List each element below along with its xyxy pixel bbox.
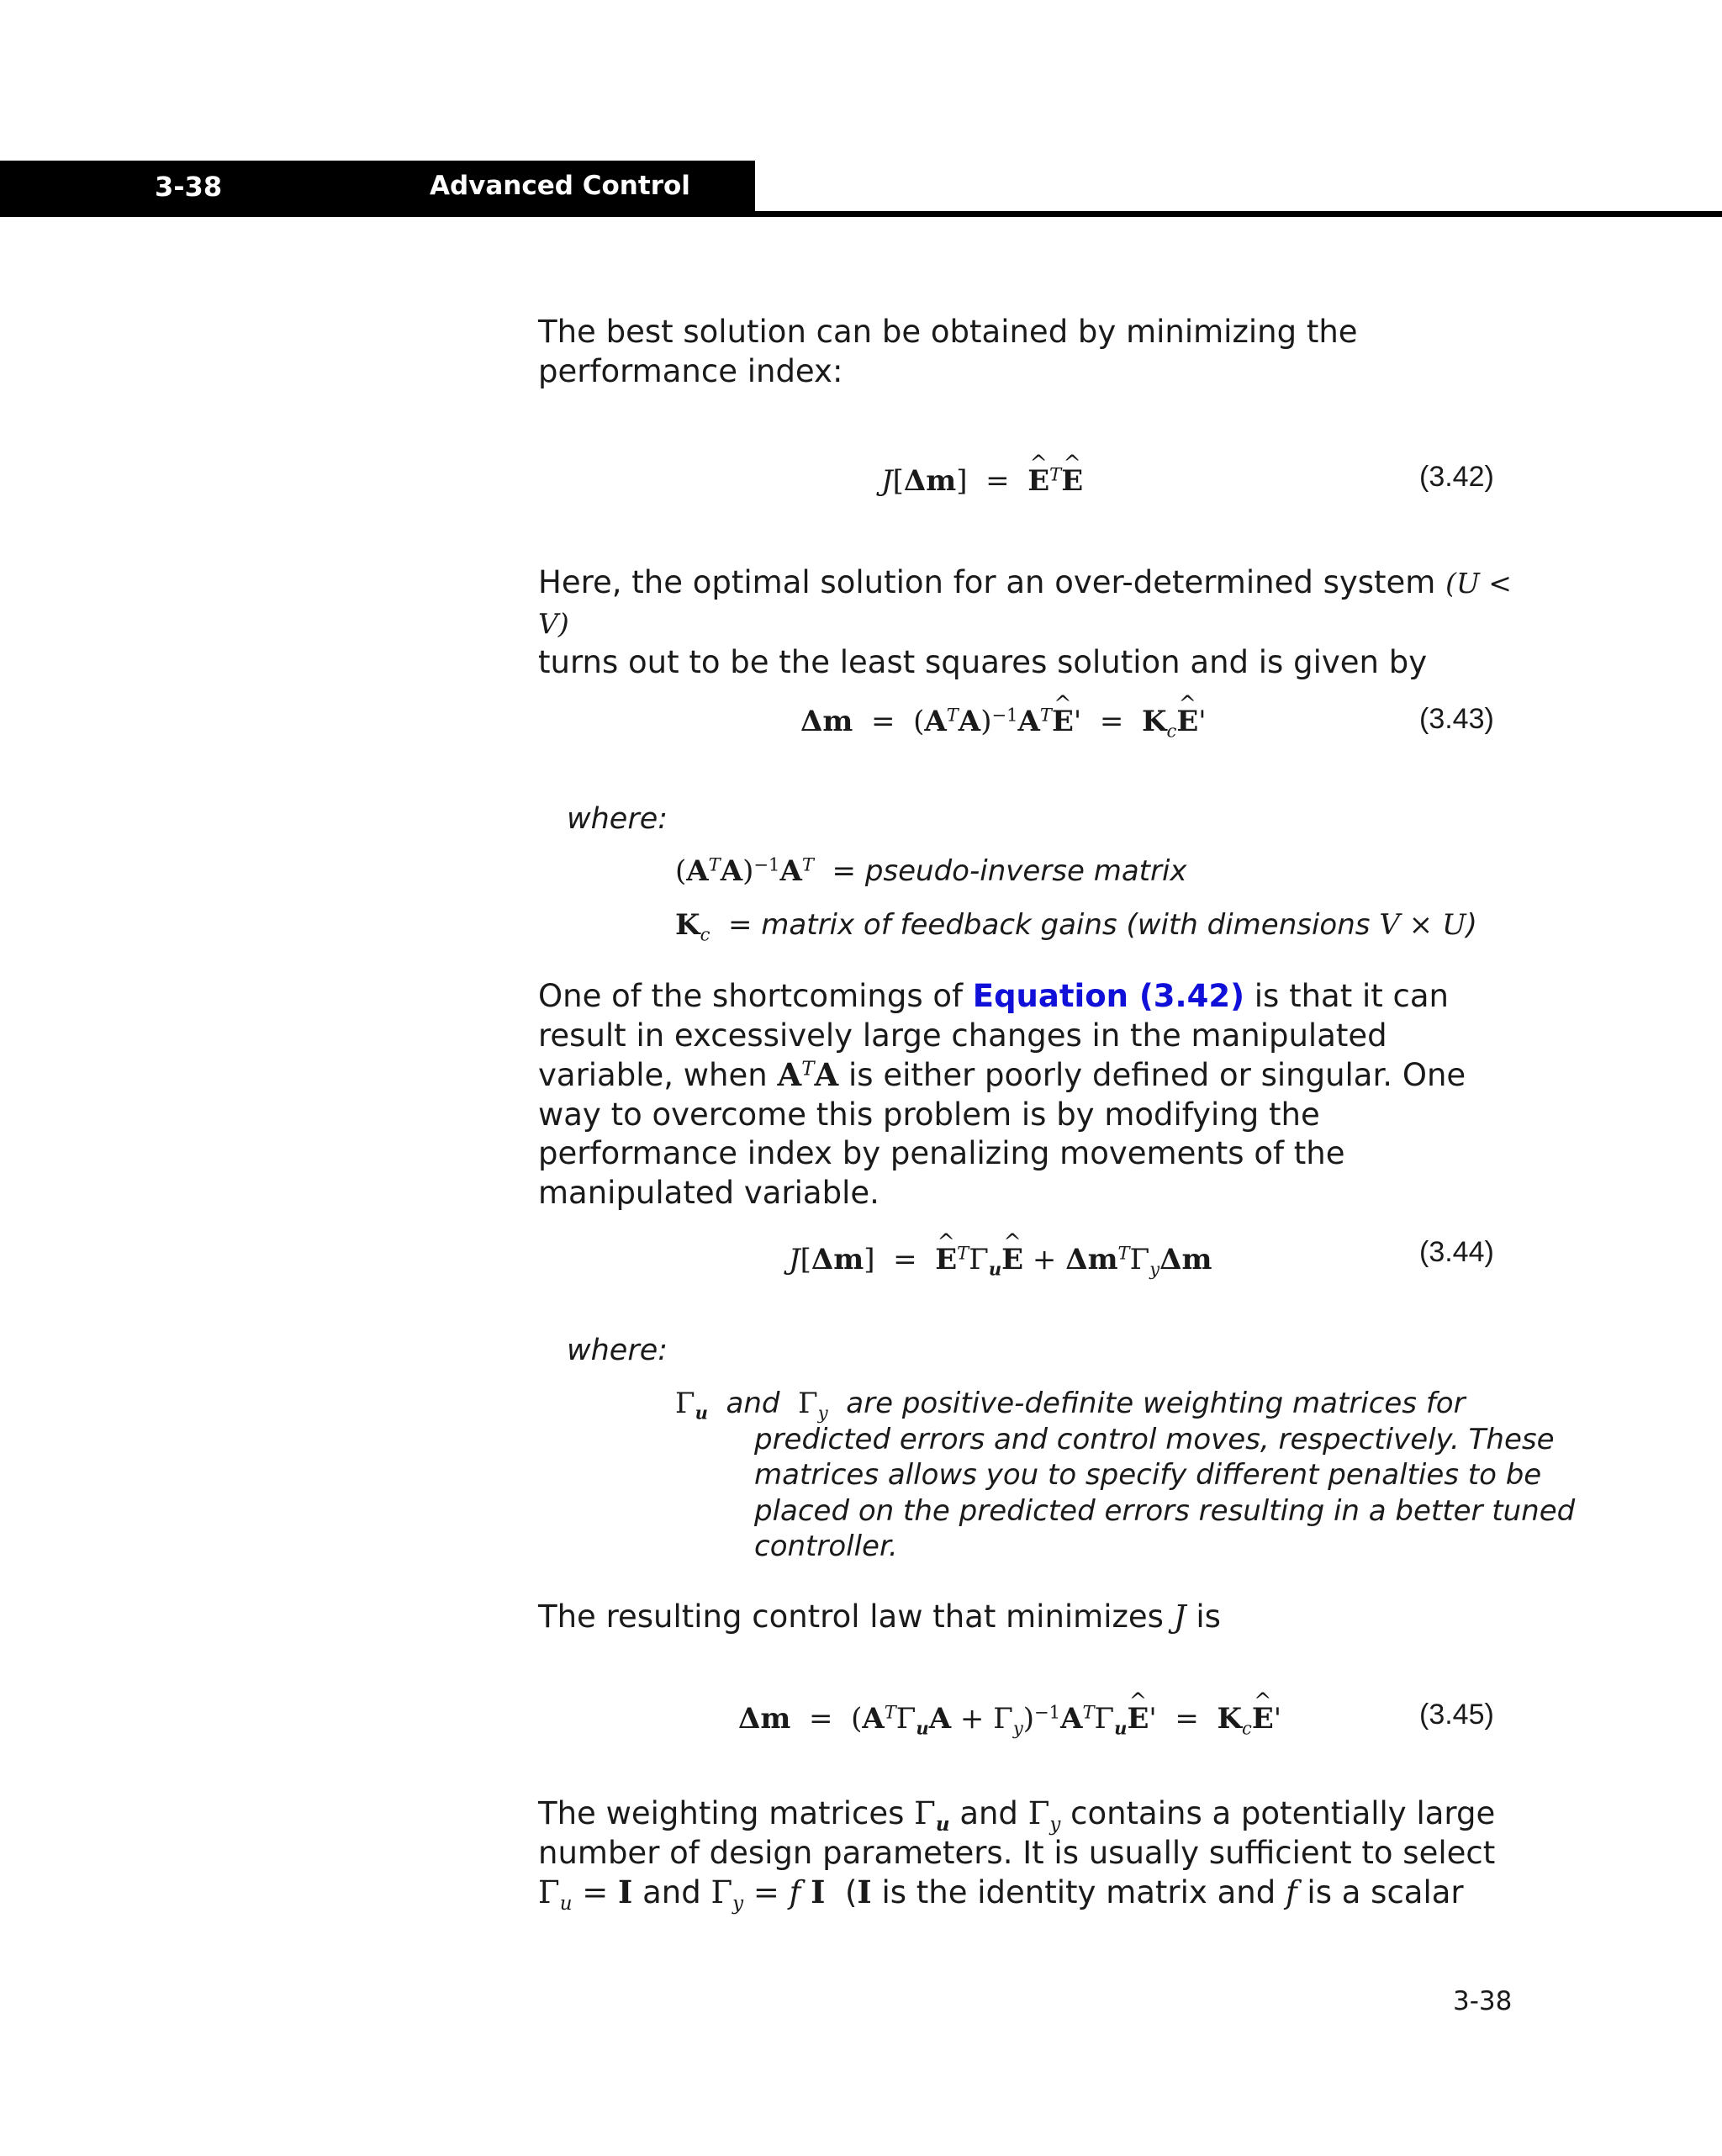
weighting-paragraph: The weighting matrices $\Gamma_u$ and $\Gamma_y$ contains a potentially large number of design parameters. It is usually sufficient to select $\Gamma_u = I$ and $\Gamma_y = f$ I (I is the identity matrix and f is a scalar bbox=[538, 1795, 1496, 1916]
where-label: where: bbox=[567, 802, 668, 836]
equation-number-3-43: (3.43) bbox=[1419, 703, 1494, 735]
header-title: Advanced Control bbox=[430, 171, 690, 201]
equation-3-44: J[Δm] = ^ $E^T\Gamma_u\^{}$ $E + \Delta m^T\Gamma_y\Delta m$ bbox=[789, 1243, 1212, 1276]
intro-paragraph: The best solution can be obtained by minimizing the performance index: bbox=[538, 314, 1358, 389]
shortcomings-paragraph: One of the shortcomings of Equation (3.42) is that it can result in excessively large changes in the manipulated variable, when $A^TA$ is either poorly defined or singular. One way to overcome this problem is by modifying the performance index by penalizing movements of the manipulated variable. bbox=[538, 978, 1466, 1211]
equation-3-42-link[interactable]: Equation (3.42) bbox=[972, 978, 1244, 1014]
where-label-2: where: bbox=[567, 1334, 668, 1367]
equation-number-3-44: (3.44) bbox=[1419, 1236, 1494, 1268]
equation-3-45: $\Delta m = (A^T\Gamma_uA$ + $\Gamma_y)^{-1}A^T\Gamma_u\^{}$ $E' = K_c\^{}$ E' bbox=[738, 1702, 1281, 1736]
feedback-gains-definition: $K_c$ = matrix of feedback gains (with dimensions V × U) bbox=[675, 908, 1477, 945]
header-page-number: 3-38 bbox=[155, 171, 223, 203]
header-rule bbox=[755, 211, 1722, 217]
pseudo-inverse-definition: $(A^TA)^{-1}A^T$ = pseudo-inverse matrix bbox=[675, 853, 1187, 888]
equation-number-3-45: (3.45) bbox=[1419, 1699, 1494, 1731]
least-squares-paragraph: Here, the optimal solution for an over-determined system (U < V) turns out to be the least squares solution and is given by bbox=[538, 564, 1512, 680]
equation-3-42: J[Δm] = ^ $E^T\^{}$ E bbox=[881, 464, 1083, 498]
control-law-paragraph: The resulting control law that minimizes J is bbox=[538, 1599, 1221, 1635]
equation-number-3-42: (3.42) bbox=[1419, 461, 1494, 493]
equation-3-43: $\Delta m = (A^TA)^{-1}A^T\^{}$ $E' = K_c\^{}$ E' bbox=[800, 705, 1207, 738]
weighting-matrices-definition: $\Gamma_u$ and $\Gamma_y$ are positive-definite weighting matrices for predicted errors and control moves, respectively. These matrices allows you to specify different penalties to be placed on the predicted errors resulting in a better tuned controller. bbox=[675, 1387, 1576, 1563]
footer-page-number: 3-38 bbox=[1453, 1986, 1513, 2016]
